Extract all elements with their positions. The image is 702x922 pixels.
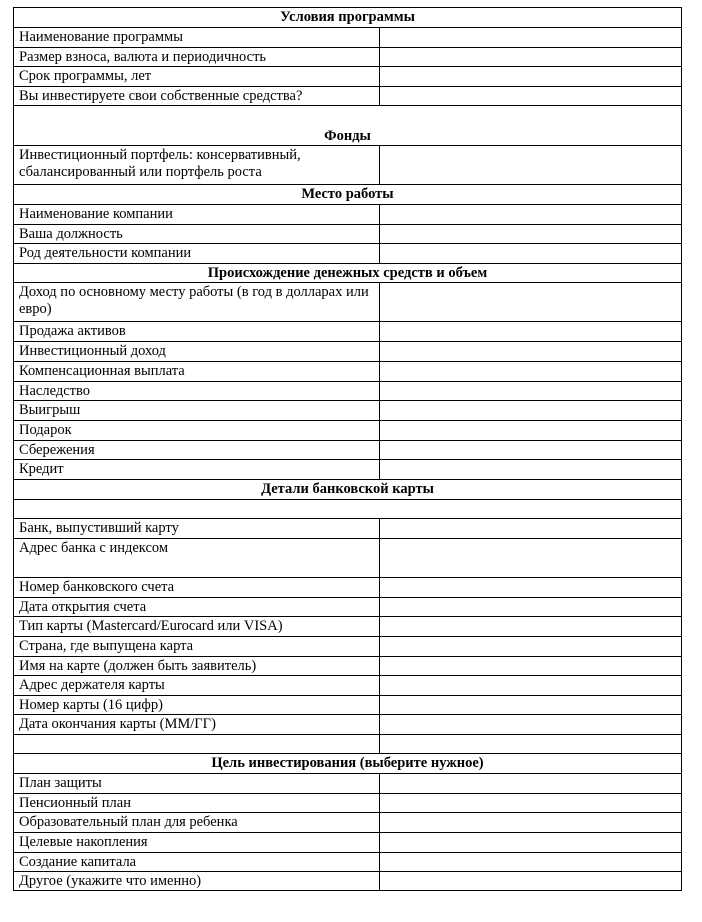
field-value-cell[interactable] bbox=[380, 833, 682, 853]
field-label: Страна, где выпущена карта bbox=[14, 637, 380, 657]
field-label: Наследство bbox=[14, 382, 380, 401]
field-value-cell[interactable] bbox=[380, 441, 682, 460]
form-field-row bbox=[14, 382, 682, 401]
form-field-row bbox=[14, 774, 682, 794]
field-value-cell[interactable] bbox=[380, 421, 682, 441]
section-title: Происхождение денежных средств и объем bbox=[14, 264, 682, 283]
field-value-cell[interactable] bbox=[380, 735, 682, 754]
form-field-row bbox=[14, 67, 682, 87]
field-value-cell[interactable] bbox=[380, 813, 682, 833]
form-field-row bbox=[14, 441, 682, 460]
section-header-row bbox=[14, 106, 682, 146]
form-field-row bbox=[14, 519, 682, 539]
field-value-cell[interactable] bbox=[380, 28, 682, 48]
field-value-cell[interactable] bbox=[380, 225, 682, 244]
field-label: Срок программы, лет bbox=[14, 67, 380, 87]
field-label: Вы инвестируете свои собственные средства? bbox=[14, 87, 380, 106]
field-label: Размер взноса, валюта и периодичность bbox=[14, 48, 380, 67]
form-field-row bbox=[14, 283, 682, 322]
field-value-cell[interactable] bbox=[380, 48, 682, 67]
form-field-row bbox=[14, 244, 682, 264]
form-field-row bbox=[14, 872, 682, 891]
investment-application-form bbox=[13, 7, 682, 891]
field-value-cell[interactable] bbox=[380, 322, 682, 342]
form-field-row bbox=[14, 362, 682, 382]
form-field-row bbox=[14, 87, 682, 106]
field-label: Адрес банка с индексом bbox=[14, 539, 380, 578]
form-field-row bbox=[14, 401, 682, 421]
form-field-row bbox=[14, 617, 682, 637]
field-label: Инвестиционный портфель: консервативный, сбалансированный или портфель роста bbox=[14, 146, 380, 185]
form-field-row bbox=[14, 833, 682, 853]
form-field-row bbox=[14, 735, 682, 754]
form-field-row bbox=[14, 48, 682, 67]
form-field-row bbox=[14, 657, 682, 676]
blank-cell bbox=[14, 500, 682, 519]
section-title: Цель инвестирования (выберите нужное) bbox=[14, 754, 682, 774]
section-header-row bbox=[14, 185, 682, 205]
section-title: Условия программы bbox=[14, 8, 682, 28]
section-header-row bbox=[14, 8, 682, 28]
field-value-cell[interactable] bbox=[380, 362, 682, 382]
field-label: Создание капитала bbox=[14, 853, 380, 872]
field-label: Наименование компании bbox=[14, 205, 380, 225]
field-value-cell[interactable] bbox=[380, 67, 682, 87]
form-field-row bbox=[14, 342, 682, 362]
section-title: Детали банковской карты bbox=[14, 480, 682, 500]
form-field-row bbox=[14, 715, 682, 735]
field-label: Пенсионный план bbox=[14, 794, 380, 813]
field-value-cell[interactable] bbox=[380, 774, 682, 794]
section-title: Фонды bbox=[14, 106, 682, 146]
field-value-cell[interactable] bbox=[380, 205, 682, 225]
field-label: Выигрыш bbox=[14, 401, 380, 421]
section-header-row bbox=[14, 264, 682, 283]
field-value-cell[interactable] bbox=[380, 657, 682, 676]
field-value-cell[interactable] bbox=[380, 617, 682, 637]
field-value-cell[interactable] bbox=[380, 283, 682, 322]
field-value-cell[interactable] bbox=[380, 519, 682, 539]
field-label: Имя на карте (должен быть заявитель) bbox=[14, 657, 380, 676]
field-label: Кредит bbox=[14, 460, 380, 480]
blank-row bbox=[14, 500, 682, 519]
field-value-cell[interactable] bbox=[380, 637, 682, 657]
field-label: Адрес держателя карты bbox=[14, 676, 380, 696]
field-label bbox=[14, 735, 380, 754]
form-field-row bbox=[14, 696, 682, 715]
form-field-row bbox=[14, 322, 682, 342]
field-label: Продажа активов bbox=[14, 322, 380, 342]
field-label: Дата окончания карты (ММ/ГГ) bbox=[14, 715, 380, 735]
field-label: Сбережения bbox=[14, 441, 380, 460]
form-field-row bbox=[14, 676, 682, 696]
field-label: Наименование программы bbox=[14, 28, 380, 48]
field-label: Тип карты (Mastercard/Eurocard или VISA) bbox=[14, 617, 380, 637]
field-value-cell[interactable] bbox=[380, 715, 682, 735]
form-field-row bbox=[14, 539, 682, 578]
field-label: Компенсационная выплата bbox=[14, 362, 380, 382]
field-label: Номер карты (16 цифр) bbox=[14, 696, 380, 715]
field-value-cell[interactable] bbox=[380, 676, 682, 696]
field-label: Инвестиционный доход bbox=[14, 342, 380, 362]
form-field-row bbox=[14, 146, 682, 185]
section-title: Место работы bbox=[14, 185, 682, 205]
field-value-cell[interactable] bbox=[380, 696, 682, 715]
field-label: Ваша должность bbox=[14, 225, 380, 244]
field-label: План защиты bbox=[14, 774, 380, 794]
field-label: Доход по основному месту работы (в год в долларах или евро) bbox=[14, 283, 380, 322]
form-field-row bbox=[14, 28, 682, 48]
field-value-cell[interactable] bbox=[380, 146, 682, 185]
field-value-cell[interactable] bbox=[380, 87, 682, 106]
field-value-cell[interactable] bbox=[380, 244, 682, 264]
field-value-cell[interactable] bbox=[380, 794, 682, 813]
field-value-cell[interactable] bbox=[380, 401, 682, 421]
field-value-cell[interactable] bbox=[380, 578, 682, 598]
form-field-row bbox=[14, 421, 682, 441]
form-field-row bbox=[14, 460, 682, 480]
form-field-row bbox=[14, 853, 682, 872]
field-label: Род деятельности компании bbox=[14, 244, 380, 264]
form-field-row bbox=[14, 225, 682, 244]
form-field-row bbox=[14, 598, 682, 617]
field-label: Другое (укажите что именно) bbox=[14, 872, 380, 891]
field-label: Номер банковского счета bbox=[14, 578, 380, 598]
form-field-row bbox=[14, 578, 682, 598]
field-value-cell[interactable] bbox=[380, 460, 682, 480]
section-header-row bbox=[14, 480, 682, 500]
field-value-cell[interactable] bbox=[380, 342, 682, 362]
section-header-row bbox=[14, 754, 682, 774]
field-label: Банк, выпустивший карту bbox=[14, 519, 380, 539]
field-label: Подарок bbox=[14, 421, 380, 441]
field-label: Дата открытия счета bbox=[14, 598, 380, 617]
field-value-cell[interactable] bbox=[380, 853, 682, 872]
field-value-cell[interactable] bbox=[380, 539, 682, 578]
form-field-row bbox=[14, 205, 682, 225]
form-field-row bbox=[14, 637, 682, 657]
field-value-cell[interactable] bbox=[380, 382, 682, 401]
form-field-row bbox=[14, 813, 682, 833]
field-value-cell[interactable] bbox=[380, 598, 682, 617]
form-body bbox=[14, 8, 682, 891]
field-value-cell[interactable] bbox=[380, 872, 682, 891]
field-label: Целевые накопления bbox=[14, 833, 380, 853]
field-label: Образовательный план для ребенка bbox=[14, 813, 380, 833]
form-field-row bbox=[14, 794, 682, 813]
